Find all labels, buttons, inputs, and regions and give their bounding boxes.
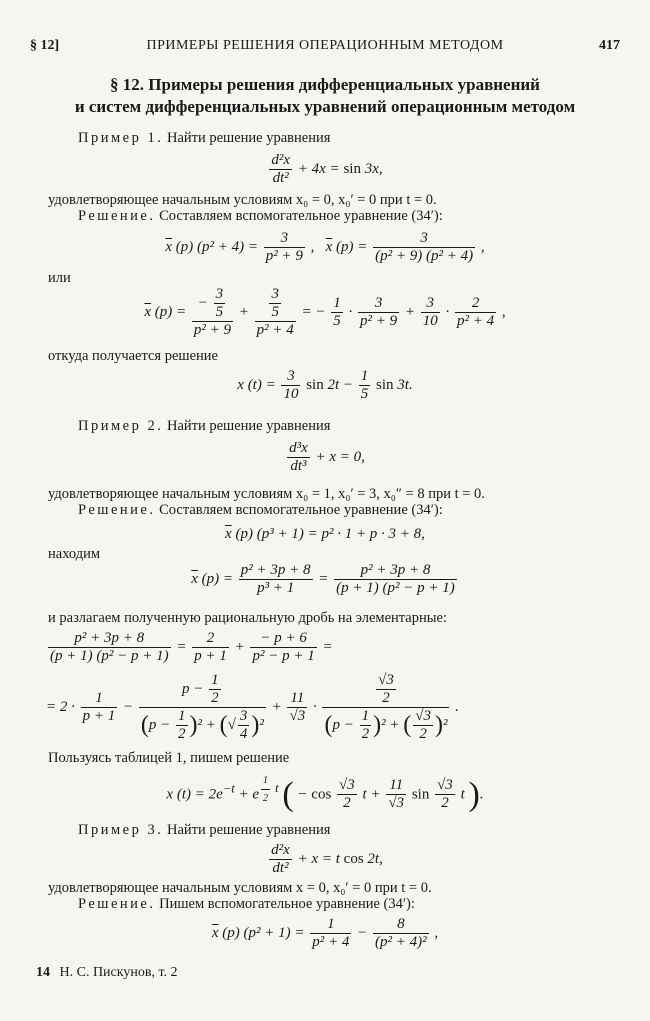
example2-label: Пример 2. <box>78 418 164 434</box>
example1-task: Найти решение уравнения <box>166 130 331 146</box>
example1-result-text: откуда получается решение <box>48 348 218 364</box>
example3-solution-label: Решение. <box>78 896 156 912</box>
example1-initial-conditions: удовлетворяющее начальным условиям x₀ = 0, x₀′ = 0 при t = 0. <box>48 192 437 208</box>
section-title-line1: § 12. Примеры решения дифференциальных уравнений <box>110 75 540 94</box>
header-section-ref: § 12] <box>30 38 60 53</box>
signature-number: 14 <box>36 965 50 980</box>
signature-text: Н. С. Пискунов, т. 2 <box>59 965 178 980</box>
equation-ode-3: $\frac{\text{d²x}}{\text{dt²}}$ + x = t cos 2t, <box>271 842 383 876</box>
equation-aux-2: $\overline{x}$ (p) (p³ + 1) = p² · 1 + p · 3 + 8, <box>225 526 425 542</box>
equation-solution-1: x (t) = $\frac{3}{10}$ sin 2t − $\frac{1}{5}$ sin 3t. <box>237 368 413 402</box>
equation-aux-1: $\overline{x}$ (p) (p² + 4) = $\frac{3}{\text{p² + 9}}$ , $\overline{x}$ (p) = $\frac{3}{\text{(p² + 9) (p² + 4)}}$ , <box>165 230 485 264</box>
example2-solution-text: Составляем вспомогательное уравнение (34′): <box>159 502 443 518</box>
equation-image-2: $\overline{x}$ (p) = $\frac{\text{p² + 3p + 8}}{\text{p³ + 1}}$ = $\frac{\text{p² + 3p + 8}}{\text{(p + 1) (p² − p + 1)}}$ <box>191 562 455 596</box>
example3-label: Пример 3. <box>78 822 164 838</box>
example2-find: находим <box>48 546 101 562</box>
example1-solution-intro <box>78 208 443 225</box>
equation-aux-3: $\overline{x}$ (p) (p² + 1) = $\frac{1}{\text{p² + 4}}$ − $\frac{8}{\text{(p² + 4)²}}$ , <box>211 916 439 950</box>
example3-initial-conditions: удовлетворяющее начальным условиям x = 0, x₀′ = 0 при t = 0. <box>48 880 432 896</box>
equation-decomposition-2: $\frac{\text{p² + 3p + 8}}{\text{(p + 1) (p² − p + 1)}}$ = $\frac{2}{p + 1}$ + $\frac{- p + 6}{\text{p² − p + 1}}$ = <box>50 630 333 664</box>
example2-intro <box>78 418 330 435</box>
example3-solution-intro <box>78 896 415 913</box>
example2-task: Найти решение уравнения <box>166 418 331 434</box>
header-title: ПРИМЕРЫ РЕШЕНИЯ ОПЕРАЦИОННЫМ МЕТОДОМ <box>146 38 504 53</box>
example1-or: или <box>48 270 71 286</box>
example2-initial-conditions: удовлетворяющее начальным условиям x₀ = 1, x₀′ = 3, x₀″ = 8 при t = 0. <box>48 486 485 502</box>
equation-solution-2: x $(t) = 2e^{-t} + e$ $^{\frac{1}{2} t}$ ( − cos $\frac{√3}{2}$ t + $\frac{11}{√3}$ sin $\frac{√3}{2}$ t ). <box>0 772 650 814</box>
example1-label: Пример 1. <box>78 130 164 146</box>
example1-intro <box>78 130 330 147</box>
example2-decompose-text: и разлагаем полученную рациональную дробь на элементарные: <box>48 610 447 626</box>
example3-task: Найти решение уравнения <box>166 822 331 838</box>
equation-partial-fractions-1: $\overline{x}$ (p) = − $\frac{3}{5}$ p² + 9 + $\frac{\frac{3}{5}}{\text{p² + 4}}$ = − $\frac{1}{5}$ · $\frac{3}{\text{p² + 9}}$ + $\frac{3}{10}$ · $\frac{2}{\text{p² + 4}}$ , <box>144 286 506 338</box>
example3-solution-text: Пишем вспомогательное уравнение (34′): <box>159 896 415 912</box>
equation-ode-2: $\frac{\text{d³x}}{\text{dt³}}$ + x = 0, <box>289 440 365 474</box>
example2-table-text: Пользуясь таблицей 1, пишем решение <box>48 750 290 766</box>
equation-ode-1: $\frac{\text{d²x}}{\text{dt²}}$ + 4x = sin 3x, <box>271 152 383 186</box>
example3-intro <box>78 822 330 839</box>
printer-signature <box>36 965 178 981</box>
example2-solution-label: Решение. <box>78 502 156 518</box>
running-header <box>30 38 620 58</box>
example1-solution-label: Решение. <box>78 208 156 224</box>
example1-solution-text: Составляем вспомогательное уравнение (34′): <box>159 208 443 224</box>
page-number: 417 <box>599 38 620 53</box>
section-title-line2: и систем дифференциальных уравнений операционным методом <box>74 97 576 116</box>
example2-solution-intro <box>78 502 443 519</box>
equation-elementary-fractions-2: = 2 · $\frac{1}{p + 1}$ − p − $\frac{1}{2}$ (p − $\frac{1}{2}$ )² + (√ $\frac{3}{4}$ )² + $\frac{11}{√3}$ · $\frac{√3}{2}$ (p − $\frac{1}{2}$ )² + ( $\frac{√3}{2}$ )² . <box>46 672 459 742</box>
